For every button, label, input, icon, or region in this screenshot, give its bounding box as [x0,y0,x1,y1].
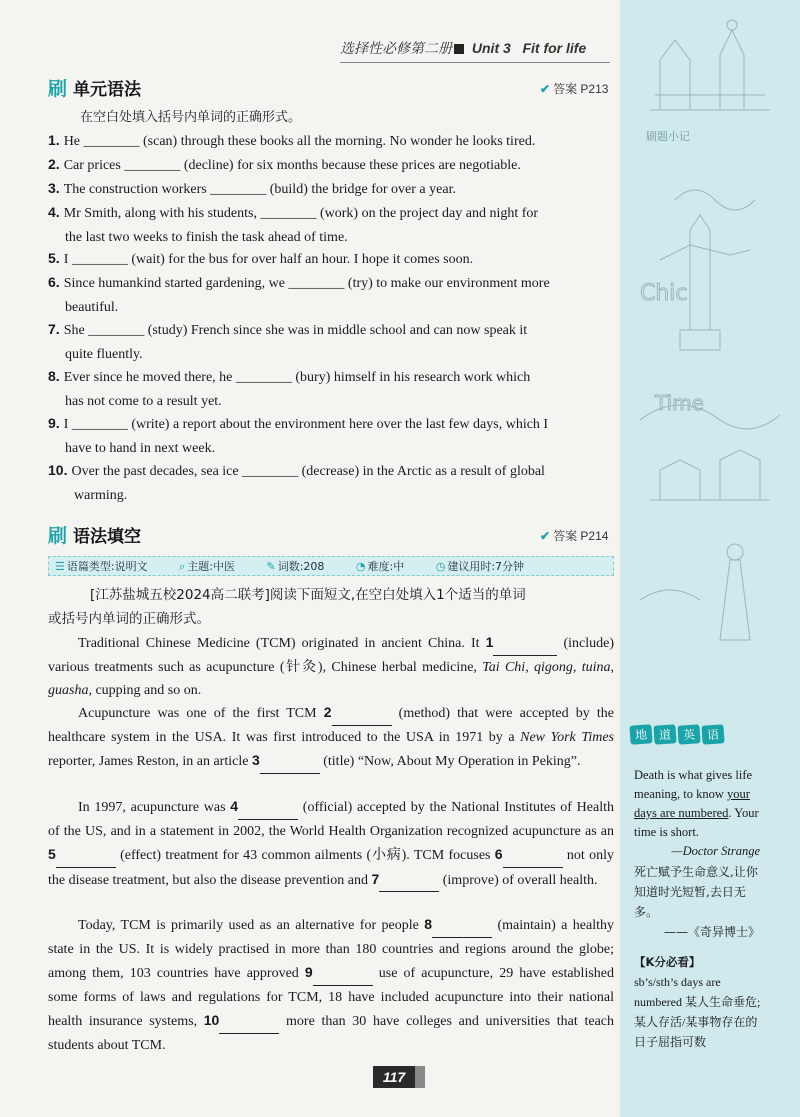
blank-4[interactable]: 4 [230,798,298,814]
question-8: 8. Ever since he moved there, he ________ (bury) himself in his research work which has not come to a result yet. [48,368,531,409]
question-10: 10. Over the past decades, sea ice ________ (decrease) in the Arctic as a result of global warming. [48,462,545,503]
answer-link-1[interactable]: ✔ 答案 P213 [540,82,609,96]
meta-topic: ⌕ 主题:中医 [179,560,235,573]
question-6: 6. Since humankind started gardening, we ________ (try) to make our environment more beautiful. [48,274,550,315]
topic-icon: ⌕ [179,560,186,573]
blank-2[interactable]: 2 [324,704,392,720]
blank-6[interactable]: 6 [495,846,563,862]
blank-10[interactable]: 10 [204,1012,280,1028]
question-9: 9. I ________ (write) a report about the environment here over the last few days, which I have to hand in next week. [48,415,549,456]
paragraph-1: Traditional Chinese Medicine (TCM) originated in ancient China. It 1 (include) various treatments such as acupuncture (针灸), Chinese herbal medicine, Tai Chi, qigong, tuina, guasha, cupping and so on. [48,631,614,703]
meta-words: ✎ 词数:208 [266,560,325,573]
quote-source: ——《奇异博士》 [663,925,760,939]
passage-intro-line2: 或括号内单词的正确形式。 [48,611,210,627]
words-icon: ✎ [266,560,276,573]
question-7: 7. She ________ (study) French since she was in middle school and can now speak it quite fluently. [48,321,528,362]
section-title-cloze: 刷 语法填空 [48,521,141,548]
quote-english: Death is what gives life meaning, to know your days are numbered. Your time is short. —Doctor Strange [634,766,760,861]
genre-icon: ☰ [55,560,65,573]
clock-icon: ◷ [435,560,446,573]
check-icon: ✔ [540,82,551,96]
question-2: 2. Car prices ________ (decline) for six months because these prices are negotiable. [48,156,521,173]
paragraph-3: In 1997, acupuncture was 4 (official) accepted by the National Institutes of Health of the US, and in a statement in 2002, the World Health Organization recognized acupuncture as an 5 (effect) treatment for 43 common ailments (小病). TCM focuses 6 not only the disease treatment, but also the disease prevention and 7 (improve) of overall health. [48,795,614,892]
square-icon [454,44,464,54]
meta-difficulty: ◔ 难度:中 [355,560,405,573]
blank-1[interactable]: 1 [486,634,558,650]
passage-intro-line1: [江苏盐城五校2024高二联考]阅读下面短文,在空白处填入1个适当的单词 [90,587,526,603]
unit-title: Fit for life [522,40,587,56]
running-header [340,38,610,63]
answer-link-2[interactable]: ✔ 答案 P214 [540,529,609,543]
question-5: 5. I ________ (wait) for the bus for over half an hour. I hope it comes soon. [48,250,474,267]
blank-5[interactable]: 5 [48,846,116,862]
sketch-illustration [620,0,800,700]
passage-meta-bar [48,556,614,576]
blank-8[interactable]: 8 [424,916,492,932]
paragraph-2: Acupuncture was one of the first TCM 2 (method) that were accepted by the healthcare system in the USA. It was first introduced to the USA in 1971 by a New York Times reporter, James Reston, in an article 3 (title) “Now, About My Operation in Peking”. [48,701,614,774]
unit-number: Unit 3 [471,40,511,56]
svg-text:Time: Time [655,391,704,415]
sidebar [620,0,800,1117]
question-4: 4. Mr Smith, along with his students, ________ (work) on the project day and night for the last two weeks to finish the task ahead of time. [48,204,539,245]
brush-icon: 刷 [48,78,68,100]
quote-author: —Doctor Strange [671,844,760,858]
section-title-grammar: 刷 单元语法 [48,74,141,101]
question-1: 1. He ________ (scan) through these books all the morning. No wonder he looks tired. [48,132,536,149]
check-icon: ✔ [540,529,551,543]
blank-7[interactable]: 7 [371,871,439,887]
meta-genre: ☰ 语篇类型:说明文 [55,560,148,573]
svg-text:Chic: Chic [640,281,688,306]
quote-chinese: 死亡赋予生命意义,让你知道时光短暂,去日无多。 ——《奇异博士》 [634,862,760,942]
blank-9[interactable]: 9 [305,964,373,980]
meta-time: ◷ 建议用时:7分钟 [435,560,525,573]
paragraph-4: Today, TCM is primarily used as an alternative for people 8 (maintain) a healthy state in the US. It is widely practised in more than 180 countries and regions around the globe; among them, 103 countries have approved 9 use of acupuncture, 29 have established some forms of laws and regulations for TCM, 18 have included acupuncture into their national health insurance systems, 10 more than 30 have colleges and universities that teach students about TCM. [48,913,614,1057]
k-must-read: 【K分必看】 sb’s/sth’s days are numbered 某人生命垂危;某人存活/某事物存在的日子屈指可数 [634,955,761,1049]
difficulty-icon: ◔ [355,560,366,573]
page-number: 117 [373,1066,415,1088]
brush-icon: 刷 [48,525,68,547]
note-label: 刷题小记 [646,130,690,143]
question-3: 3. The construction workers ________ (build) the bridge for over a year. [48,180,456,197]
authentic-english-label: 地 道 英 语 [630,725,790,747]
instruction-1: 在空白处填入括号内单词的正确形式。 [80,110,302,125]
blank-3[interactable]: 3 [252,752,320,768]
book-name: 选择性必修第二册 [340,40,452,56]
